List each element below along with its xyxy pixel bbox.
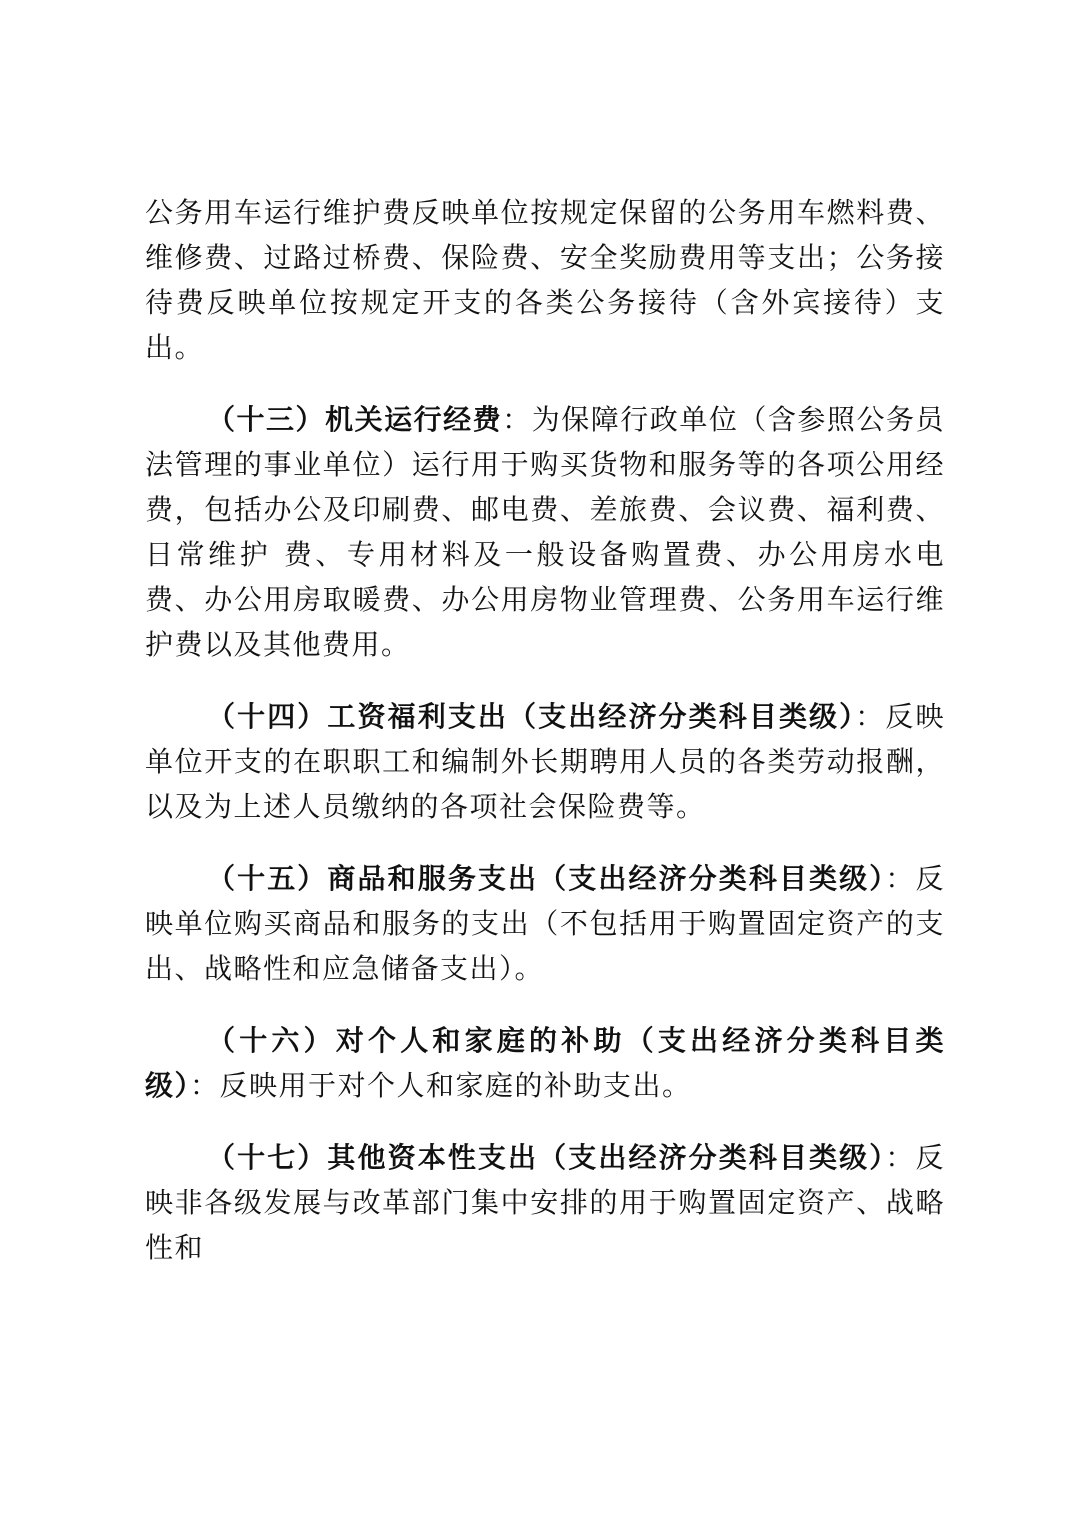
paragraph-body: ：反映非各级发展与改革部门集中安排的用于购置固定资产、战略性和 — [145, 1141, 945, 1264]
paragraph-15 — [145, 856, 945, 991]
document-page — [145, 190, 945, 1297]
paragraph-body: ：反映单位购买商品和服务的支出（不包括用于购置固定资产的支出、战略性和应急储备支出）。 — [145, 862, 945, 985]
paragraph-body: ：反映单位开支的在职职工和编制外长期聘用人员的各类劳动报酬，以及为上述人员缴纳的各项社会保险费等。 — [145, 700, 945, 823]
paragraph-17 — [145, 1135, 945, 1270]
paragraph-heading: （十四）工资福利支出（支出经济分类科目类级） — [207, 700, 856, 733]
paragraph-heading: （十七）其他资本性支出（支出经济分类科目类级） — [207, 1141, 886, 1174]
paragraph-13 — [145, 397, 945, 667]
paragraph-body: ：反映用于对个人和家庭的补助支出。 — [190, 1069, 692, 1102]
paragraph-vehicle-reception — [145, 190, 945, 370]
paragraph-14 — [145, 694, 945, 829]
paragraph-16 — [145, 1018, 945, 1108]
paragraph-heading: （十五）商品和服务支出（支出经济分类科目类级） — [207, 862, 886, 895]
paragraph-body: ：为保障行政单位（含参照公务员法管理的事业单位）运行用于购买货物和服务等的各项公用经费，包括办公及印刷费、邮电费、差旅费、会议费、福利费、日常维护 费、专用材料及一般设备购置费、办公用房水电费、办公用房取暖费、办公用房物业管理费、公务用车运行维护费以及其他费用。 — [145, 403, 945, 661]
paragraph-heading: （十六）对个人和家庭的补助（支出经济分类科目类级） — [145, 1024, 945, 1102]
paragraph-heading: （十三）机关运行经费 — [207, 403, 503, 436]
paragraph-body: 公务用车运行维护费反映单位按规定保留的公务用车燃料费、维修费、过路过桥费、保险费、安全奖励费用等支出；公务接待费反映单位按规定开支的各类公务接待（含外宾接待）支出。 — [145, 196, 945, 364]
